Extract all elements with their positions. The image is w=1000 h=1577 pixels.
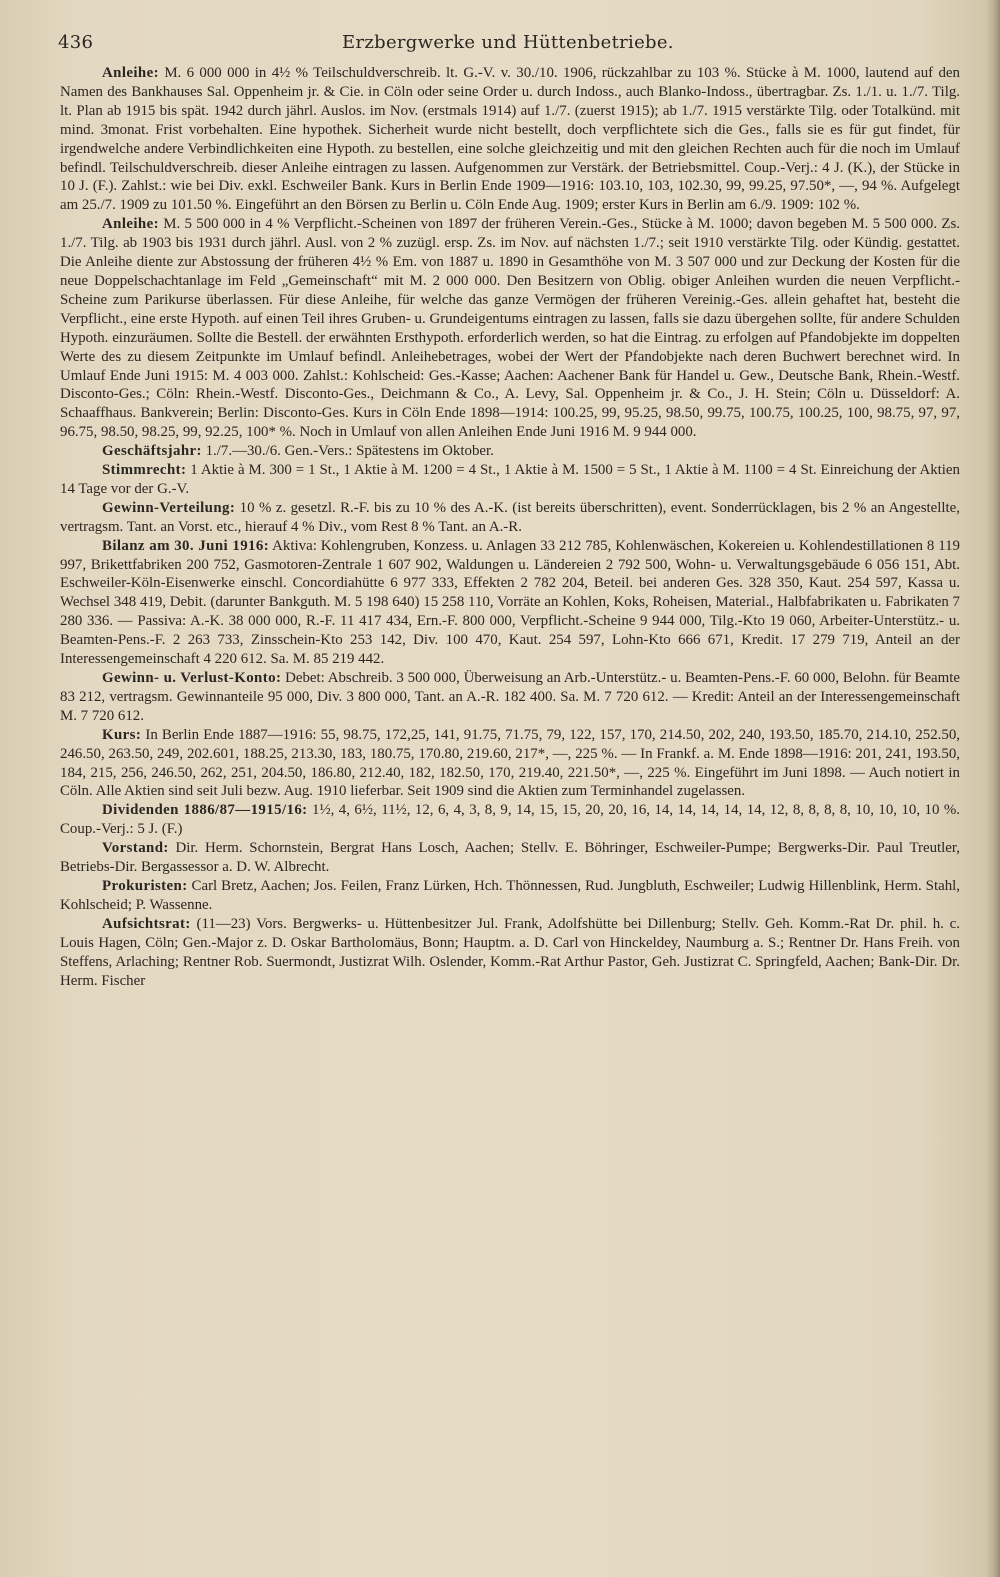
paragraph-text: M. 6 000 000 in 4½ % Teilschuldverschreib. lt. G.-V. v. 30./10. 1906, rückzahlbar zu 103 %. Stücke à M. 1000, lautend auf den Namen des Bankhauses Sal. Oppenheim jr. & Cie. in Cöln oder seine Order u. durch Indoss., auch Blanko-Indoss., übertragbar. Zs. 1./1. u. 1./7. Tilg. lt. Plan ab 1915 bis spät. 1942 durch jährl. Auslos. im Nov. (erstmals 1914) auf 1./7. (zuerst 1915); ab 1./7. 1915 verstärkte Tilg. oder Totalkünd. mit mind. 3monat. Frist vorbehalten. Eine hypothek. Sicherheit wurde nicht bestellt, doch verpflichtete sich die Ges., falls sie es für gut findet, für irgendwelche andere Verbindlichkeiten eine Hypoth. zu bestellen, eine solche gleichzeitig und mit den gleichen Rechten auch für die noch im Umlauf befindl. Teilschuldverschreib. dieser Anleihe eintragen zu lassen. Aufgenommen zur Verstärk. der Betriebsmittel. Coup.-Verj.: 4 J. (K.), der Stücke in 10 J. (F.). Zahlst.: wie bei Div. exkl. Eschweiler Bank. Kurs in Berlin Ende 1909—1916: 103.10, 103, 102.30, 99, 99.25, 97.50*, —, 94 %. Aufgelegt am 25./7. 1909 zu 101.50 %. Eingeführt an den Börsen zu Berlin u. Cöln Ende Aug. 1909; erster Kurs in Berlin am 6./9. 1909: 102 %.	[60, 65, 960, 214]
paragraph-lead: Geschäftsjahr:	[102, 443, 202, 460]
paragraph-text: Aktiva: Kohlengruben, Konzess. u. Anlagen 33 212 785, Kohlenwäschen, Kokereien u. Kohlendestillationen 8 119 997, Brikettfabriken 200 752, Gasmotoren-Zentrale 1 607 902, Waldungen u. Ländereien 2 792 500, Wohn- u. Verwaltungsgebäude 6 056 151, Abt. Eschweiler-Köln-Eisenwerke einschl. Concordiahütte 6 977 333, Effekten 2 782 204, Beteil. bei anderen Ges. 328 350, Kaut. 254 597, Kassa u. Wechsel 348 419, Debit. (darunter Bankguth. M. 5 198 640) 15 258 110, Vorräte an Kohlen, Koks, Roheisen, Material., Halbfabrikaten u. Fabrikaten 7 280 336. — Passiva: A.-K. 38 000 000, R.-F. 11 417 434, Ern.-F. 800 000, Verpflicht.-Scheine 9 944 000, Tilg.-Kto 19 060, Arbeiter-Unterstütz.- u. Beamten-Pens.-F. 2 263 733, Zinsschein-Kto 253 142, Div. 100 470, Kaut. 254 597, Lohn-Kto 666 671, Kredit. 17 279 719, Anteil an der Interessengemeinschaft 4 220 612. Sa. M. 85 219 442.	[60, 537, 960, 668]
paragraph-lead: Dividenden 1886/87—1915/16:	[102, 802, 308, 819]
paragraph-text: Carl Bretz, Aachen; Jos. Feilen, Franz Lürken, Hch. Thönnessen, Rud. Jungbluth, Eschweiler; Ludwig Hillenblink, Herm. Stahl, Kohlscheid; P. Wassenne.	[60, 877, 960, 913]
paragraph-geschaeftsjahr	[60, 442, 960, 461]
paragraph-aufsichtsrat	[60, 915, 960, 991]
paragraph-text: 1½, 4, 6½, 11½, 12, 6, 4, 3, 8, 9, 14, 15, 15, 20, 20, 16, 14, 14, 14, 14, 14, 12, 8, 8, 8, 8, 10, 10, 10, 10 %. Coup.-Verj.: 5 J. (F.)	[60, 802, 961, 838]
page-header	[60, 28, 960, 64]
paragraph-text: 1./7.—30./6. Gen.-Vers.: Spätestens im Oktober.	[201, 443, 494, 460]
paragraph-vorstand	[60, 839, 960, 877]
paragraph-lead: Bilanz am 30. Juni 1916:	[102, 537, 270, 554]
paragraph-dividenden	[60, 801, 960, 839]
paragraph-text: In Berlin Ende 1887—1916: 55, 98.75, 172,25, 141, 91.75, 71.75, 79, 122, 157, 170, 214.50, 202, 240, 193.50, 185.70, 214.10, 252.50, 246.50, 263.50, 249, 202.601, 188.25, 213.30, 183, 180.75, 170.80, 219.60, 217*, —, 225 %. — In Frankf. a. M. Ende 1898—1916: 201, 241, 193.50, 184, 215, 256, 246.50, 262, 251, 204.50, 186.80, 212.40, 182, 182.50, 170, 219.40, 221.50*, —, 225 %. Eingeführt im Juni 1898. — Auch notiert in Cöln. Alle Aktien sind seit Juli bezw. Aug. 1910 lieferbar. Seit 1909 sind die Aktien zum Terminhandel zugelassen.	[60, 726, 960, 800]
paragraph-lead: Kurs:	[102, 726, 142, 743]
paragraph-lead: Vorstand:	[102, 840, 169, 857]
paragraph-text: 1 Aktie à M. 300 = 1 St., 1 Aktie à M. 1200 = 4 St., 1 Aktie à M. 1500 = 5 St., 1 Aktie à M. 1100 = 4 St. Einreichung der Aktien 14 Tage vor der G.-V.	[60, 462, 960, 497]
paragraph-lead: Aufsichtsrat:	[102, 915, 191, 932]
paragraph-text: (11—23) Vors. Bergwerks- u. Hüttenbesitzer Jul. Frank, Adolfshütte bei Dillenburg; Stellv. Geh. Komm.-Rat Dr. phil. h. c. Louis Hagen, Cöln; Gen.-Major z. D. Oskar Bartholomäus, Bonn; Hauptm. a. D. Carl von Hinckeldey, Naumburg a. S.; Rentner Dr. Hans Freih. von Steffens, Arlaching; Rentner Rob. Suermondt, Justizrat Wilh. Oslender, Komm.-Rat Arthur Pastor, Geh. Justizrat C. Springfeld, Aachen; Bank-Dir. Dr. Herm. Fischer	[60, 915, 960, 989]
paragraph-bilanz	[60, 537, 960, 669]
paragraph-lead: Prokuristen:	[102, 877, 188, 894]
paragraph-gewinn-verlust	[60, 669, 960, 726]
paragraph-lead: Anleihe:	[102, 65, 159, 81]
paragraph-kurs	[60, 726, 960, 802]
page-edge-shadow	[986, 0, 1000, 1577]
paragraph-anleihe-2	[60, 215, 960, 442]
paragraph-lead: Gewinn-Verteilung:	[102, 499, 236, 516]
paragraph-text: Dir. Herm. Schornstein, Bergrat Hans Losch, Aachen; Stellv. E. Böhringer, Eschweiler-Pumpe; Bergwerks-Dir. Paul Treutler, Betriebs-Dir. Bergassessor a. D. W. Albrecht.	[60, 840, 960, 876]
paragraph-text: M. 5 500 000 in 4 % Verpflicht.-Scheinen von 1897 der früheren Verein.-Ges., Stücke à M. 1000; davon begeben M. 5 500 000. Zs. 1./7. Tilg. ab 1903 bis 1931 durch jährl. Ausl. von 2 % zuzügl. ersp. Zs. im Nov. auf nächsten 1./7.; seit 1910 verstärkte Tilg. oder Kündig. gestattet. Die Anleihe diente zur Abstossung der früheren 4½ % Em. von 1887 u. 1890 in Gesamthöhe von M. 3 507 000 und zur Deckung der Kosten für die neue Doppelschachtanlage im Feld „Gemeinschaft“ mit M. 2 000 000. Den Besitzern von Oblig. obiger Anleihen wurden die neuen Verpflicht.-Scheine zum Parikurse überlassen. Für diese Anleihe, für welche das ganze Vermögen der früheren Vereinig.-Ges. allein gehaftet hat, besteht die Verpflicht., eine erste Hypoth. auf einen Teil ihres Gruben- u. Grundeigentums eintragen zu lassen, falls sie dazu übergehen sollte, für andere Schulden Hypoth. einzuräumen. Sollte die Bestell. der erwähnten Ersthypoth. erforderlich werden, so hat die Eintrag. zu erfolgen auf Pfandobjekte im doppelten Werte des zu diesem Zeitpunkte im Umlauf befindl. Anleihebetrages, wobei der Wert der Pfandobjekte nach deren Buchwert berechnet wird. In Umlauf Ende Juni 1915: M. 4 003 000. Zahlst.: Kohlscheid: Ges.-Kasse; Aachen: Aachener Bank für Handel u. Gew., Deutsche Bank, Rhein.-Westf. Disconto-Ges.; Cöln: Rhein.-Westf. Disconto-Ges., Deichmann & Co., A. Levy, Sal. Oppenheim jr. & Co., J. H. Stein; Cöln u. Düsseldorf: A. Schaaffhaus. Bankverein; Berlin: Disconto-Ges. Kurs in Cöln Ende 1898—1914: 100.25, 99, 95.25, 98.50, 99.75, 100.75, 100.25, 100, 98.75, 97, 97, 96.75, 98.50, 98.25, 99, 92.25, 100* %. Noch in Umlauf von allen Anleihen Ende Juni 1916 M. 9 944 000.	[60, 216, 960, 441]
running-title: Erzbergwerke und Hüttenbetriebe.	[342, 32, 674, 53]
page-number: 436	[58, 32, 94, 53]
paragraph-prokuristen	[60, 877, 960, 915]
paragraph-lead: Gewinn- u. Verlust-Konto:	[102, 670, 282, 686]
paragraph-text: Debet: Abschreib. 3 500 000, Überweisung an Arb.-Unterstütz.- u. Beamten-Pens.-F. 60 000, Belohn. für Beamte 83 212, vertragsm. Gewinnanteile 95 000, Div. 3 800 000, Tant. an A.-R. 182 400. Sa. M. 7 720 612. — Kredit: Anteil an der Interessengemeinschaft M. 7 720 612.	[60, 670, 960, 724]
paragraph-gewinn-verteilung	[60, 499, 960, 537]
paragraph-lead: Stimmrecht:	[102, 462, 187, 479]
paragraph-lead: Anleihe:	[102, 216, 159, 233]
paragraph-text: 10 % z. gesetzl. R.-F. bis zu 10 % des A.-K. (ist bereits überschritten), event. Sonderrücklagen, bis 2 % an Angestellte, vertragsm. Tant. an Vorst. etc., hierauf 4 % Div., vom Rest 8 % Tant. an A.-R.	[60, 499, 960, 535]
body-text	[60, 64, 960, 990]
paragraph-stimmrecht	[60, 461, 960, 499]
paragraph-anleihe-1	[60, 64, 960, 215]
